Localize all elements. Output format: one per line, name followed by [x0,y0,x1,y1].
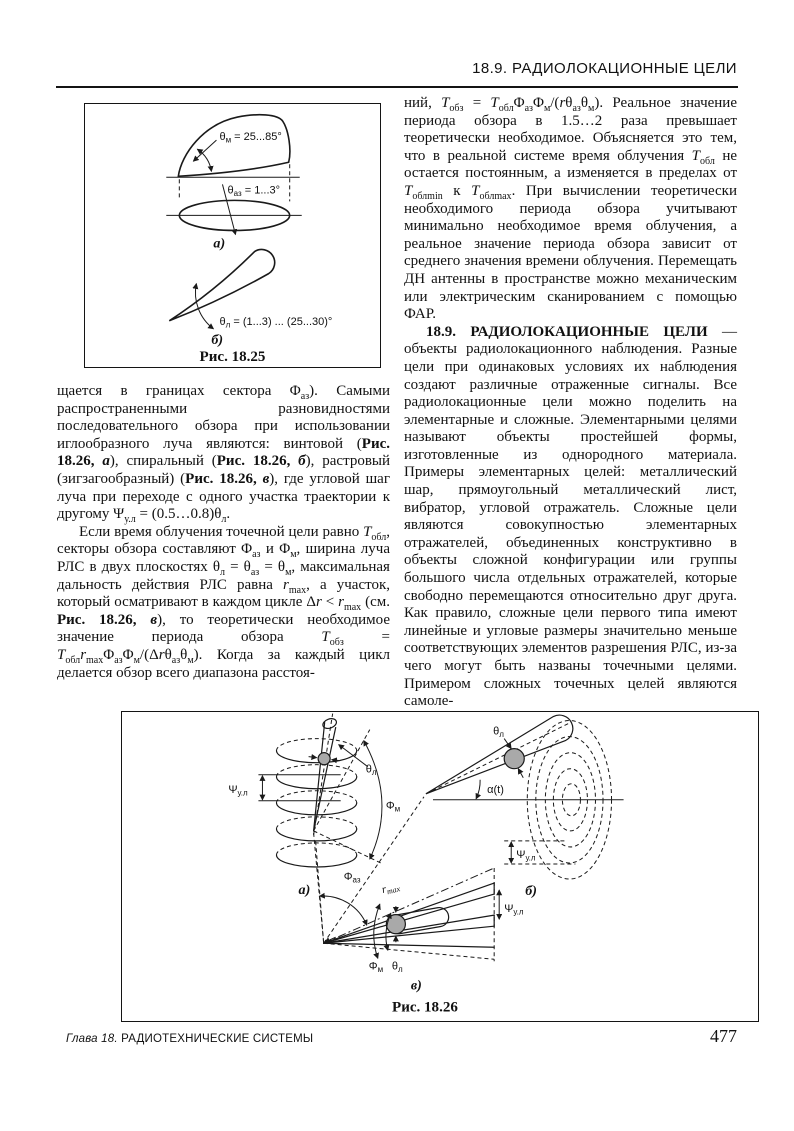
zigzag-sweep-lines [324,883,495,947]
right-column [404,95,737,711]
phi-m-label: $\Phi_м$ [385,799,401,814]
part-b-label: б) [525,883,537,900]
phi-m-label: $\Phi_м$ [368,960,384,974]
theta-l-label: $\theta_л$ [493,725,504,740]
figure-18-25 [84,103,381,368]
theta-az-label: $\theta_{аз} = 1...3^\circ$ [227,184,281,198]
figure-18-26-caption: Рис. 18.26 [392,999,458,1016]
chapter-name: РАДИОТЕХНИЧЕСКИЕ СИСТЕМЫ [121,1033,314,1045]
part-a-label: а) [298,882,311,899]
raster-scan-diagram [316,797,524,994]
spiral-scan-diagram [426,715,624,899]
fan-beam-diagram [166,115,301,252]
paragraph: ний, $T_{обз} = T_{обл}\Phi_{аз}\Phi_м/(r\theta_{аз}\theta_м)$. Реальное значение периода обзора в 1.5…2 раза превышает теоретически необходимое. Объясняется это тем, что в реальной системе время облучения $T_{обл}$ не остается постоянным, а изменяется в пределах от $T_{облmin}$ к $T_{облmax}$. При вычислении теоретически необходимого периода обзора учитывают минимально необходимое время облучения, а реальное значение периода обзора зависит от среднего значения времени облучения. Перемещать ДН антенны в пространстве можно механическим или электрическим сканированием с помощью ФАР. [404,95,737,323]
paragraph: 18.9. РАДИОЛОКАЦИОННЫЕ ЦЕЛИ — объекты радиолокационного наблюдения. Разные цели при одинаковых условиях их наблюдения создают различные отраженные сигналы. Все радиолокационные цели можно поделить на элементарные и сложные. Элементарными целями называют объекты простейшей формы, изготовленные из однородного материала. Примеры элементарных целей: металлический шар, прямоугольный металлический лист, вибратор, угловой отражатель. Сложные цели являются совокупностью элементарных отражателей, объединенных конструктивно в объекты сложной конфигурации или группы большого числа отдельных отражателей, которые свободно перемещаются относительно друг друга. Как правило, сложные цели первого типа имеют линейные и угловые размеры значительно меньше соответствующих элементов разрешения РЛС, из-за чего могут быть названы точечными целями. Примером сложных точечных целей являются самоле- [404,323,737,710]
chapter-number: Глава 18. [66,1033,118,1045]
psi-label: $\Psi_{у.л}$ [516,848,536,863]
page-footer [57,1026,737,1047]
paragraph: Если время облучения точечной цели равно $T_{обл}$, секторы обзора составляют $\Phi_{аз}$ и $\Phi_м$, ширина луча РЛС в двух плоскостях $\theta_л = \theta_{аз} = \theta_м$, максимальная дальность действия РЛС равна $r_{max}$, а участок, который осматривают в каждом цикле $\Delta r < r_{max}$ (см. Рис. 18.26, в), то теоретически необходимое значение периода обзора $T_{обз} = T_{обл}r_{max}\Phi_{аз}\Phi_м/(\Delta r\theta_{аз}\theta_м)$. Когда за каждый цикл делается обзор всего диапазона расстоя- [57,523,391,681]
theta-m-label: $\theta_м = 25...85^\circ$ [219,131,282,145]
paragraph: щается в границах сектора $\Phi_{аз}$). Самыми распространенными разновидностями последовательного обзора при использовании иглообразного луча являются: винтовой (Рис. 18.26, а), спиральный (Рис. 18.26, б), растровый (зигзагообразный) (Рис. 18.26, в), где угловой шаг луча при переходе с одного участка траектории к другому $\Psi_{у.л}$ = $(0.5\dots 0.8)\theta_л$. [57,383,391,526]
footer-chapter-title [57,1033,313,1045]
left-column [57,95,390,682]
psi-label: $\Psi_{у.л}$ [228,783,248,798]
theta-l-label: $\theta_л$ [365,763,377,778]
part-a-label: а) [213,235,226,252]
running-header: 18.9. РАДИОЛОКАЦИОННЫЕ ЦЕЛИ [472,60,737,77]
alpha-t-label: α(t) [487,783,504,796]
antenna-beam-patterns-diagram [85,104,380,367]
beam-spot [504,749,524,769]
theta-l-label: $\theta_л$ [391,960,403,974]
helical-scan-diagram [228,714,400,943]
r-max-label: $r_{max}$ [380,883,402,897]
phi-az-label: $\Phi_{аз}$ [343,871,361,885]
page-number: 477 [710,1026,737,1046]
figure-18-26 [121,711,759,1022]
psi-label: $\Psi_{у.л}$ [504,903,524,917]
part-v-label: в) [410,977,422,994]
header-rule [56,86,738,88]
beam-spot [318,753,330,765]
pencil-beam-diagram [169,250,332,348]
figure-18-25-caption: Рис. 18.25 [199,348,266,365]
part-b-label: б) [211,331,224,348]
scan-patterns-diagram [122,712,758,1021]
theta-l-label: $\theta_л = (1...3)$ ... (25...30)° [219,315,333,330]
